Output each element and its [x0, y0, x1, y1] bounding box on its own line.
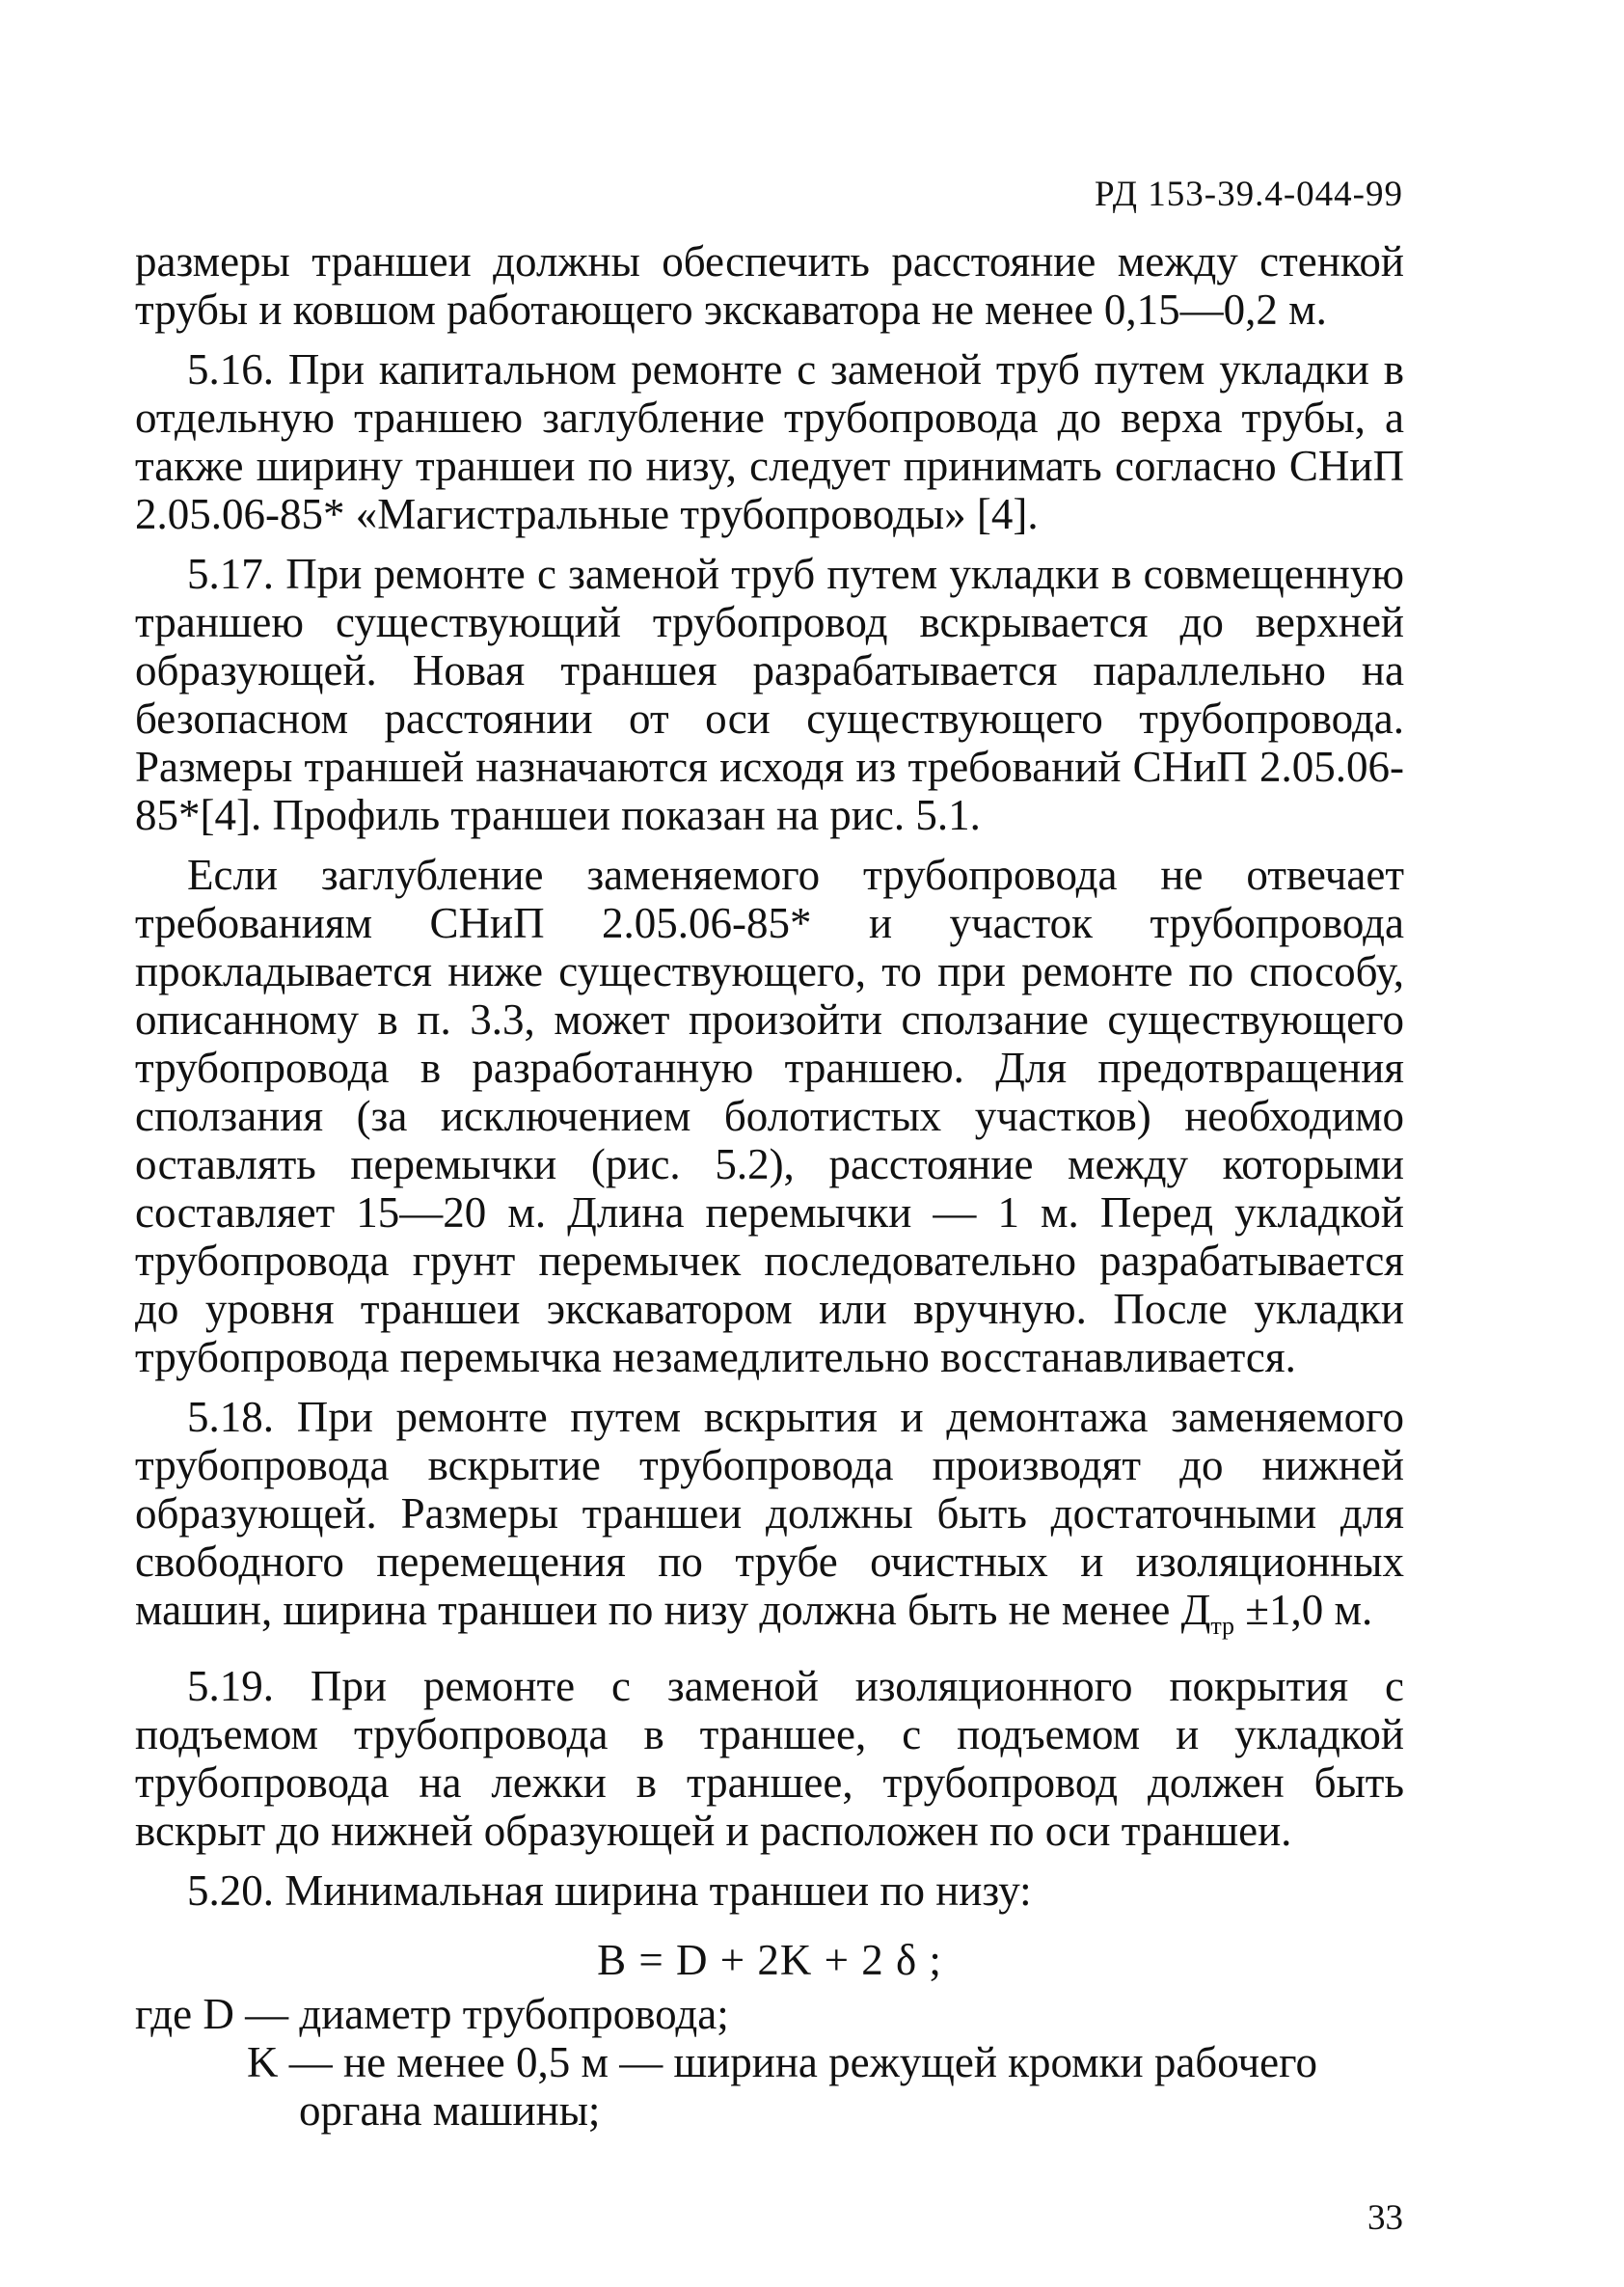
page-body: [135, 237, 1404, 2135]
diameter-subscript: тр: [1210, 1612, 1235, 1640]
definition-k: K — не менее 0,5 м — ширина режущей кромки рабочего органа машины;: [247, 2038, 1317, 2135]
paragraph-5-19: 5.19. При ремонте с заменой изоляционного покрытия с подъемом трубопровода в траншее, с подъемом и укладкой трубопровода на лежки в траншее, трубопровод должен быть вскрыт до нижней образующей и расположен по оси траншеи.: [135, 1662, 1404, 1855]
document-code-header: РД 153-39.4-044-99: [1095, 175, 1403, 214]
paragraph-5-18-tail: ±1,0 м.: [1234, 1586, 1373, 1634]
page-number: 33: [1367, 2198, 1403, 2238]
trench-width-formula: B = D + 2K + 2 δ ;: [597, 1936, 942, 1984]
paragraph-5-17: 5.17. При ремонте с заменой труб путем укладки в совмещенную траншею существующий трубопровод вскрывается до верхней образующей. Новая траншея разрабатывается параллельно на безопасном расстоянии от оси существующего трубопровода. Размеры траншей назначаются исходя из требований СНиП 2.05.06-85*[4]. Профиль траншеи показан на рис. 5.1.: [135, 550, 1404, 839]
paragraph-continuation: размеры траншеи должны обеспечить расстояние между стенкой трубы и ковшом работающего экскаватора не менее 0,15—0,2 м.: [135, 237, 1404, 334]
paragraph-5-17-continued: Если заглубление заменяемого трубопровода не отвечает требованиям СНиП 2.05.06-85* и участок трубопровода прокладывается ниже существующего, то при ремонте по способу, описанному в п. 3.3, может произойти сползание существующего трубопровода в разработанную траншею. Для предотвращения сползания (за исключением болотистых участков) необходимо оставлять перемычки (рис. 5.2), расстояние между которыми составляет 15—20 м. Длина перемычки — 1 м. Перед укладкой трубопровода грунт перемычек последовательно разрабатывается до уровня траншеи экскаватором или вручную. После укладки трубопровода перемычка незамедлительно восстанавливается.: [135, 851, 1404, 1381]
paragraph-5-16: 5.16. При капитальном ремонте с заменой труб путем укладки в отдельную траншею заглубление трубопровода до верха трубы, а также ширину траншеи по низу, следует принимать согласно СНиП 2.05.06-85* «Магистральные трубопроводы» [4].: [135, 345, 1404, 538]
paragraph-5-18-text: 5.18. При ремонте путем вскрытия и демонтажа заменяемого трубопровода вскрытие трубопровода производят до нижней образующей. Размеры траншеи должны быть достаточными для свободного перемещения по трубе очистных и изоляционных машин, ширина траншеи по низу должна быть не менее Д: [135, 1393, 1404, 1634]
paragraph-5-18: [135, 1393, 1404, 1650]
paragraph-5-20: 5.20. Минимальная ширина траншеи по низу:: [187, 1866, 1032, 1915]
definition-d: где D — диаметр трубопровода;: [135, 1990, 729, 2038]
